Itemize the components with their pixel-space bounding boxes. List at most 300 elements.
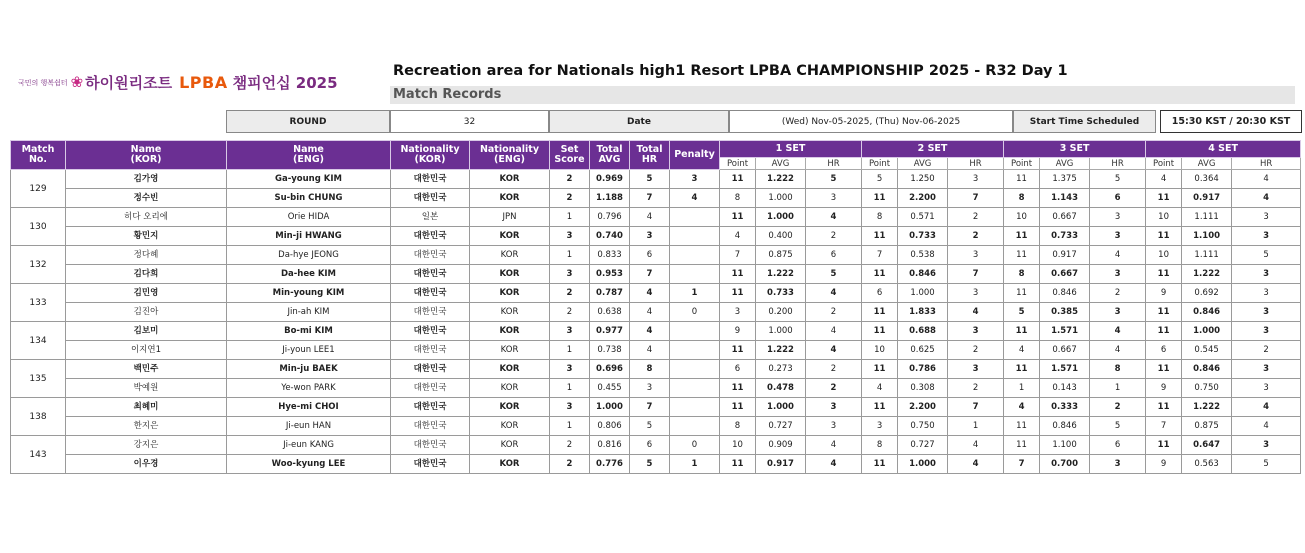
set-1-point: 11 bbox=[720, 455, 756, 474]
penalty bbox=[670, 246, 720, 265]
penalty bbox=[670, 265, 720, 284]
set-4-hr: 3 bbox=[1232, 208, 1301, 227]
table-row bbox=[11, 265, 1301, 284]
set-4-point: 11 bbox=[1146, 189, 1182, 208]
set-4-point: 6 bbox=[1146, 341, 1182, 360]
set-3-avg: 1.571 bbox=[1040, 322, 1090, 341]
player-nationality-kor: 대한민국 bbox=[391, 436, 470, 455]
set-1-avg: 0.400 bbox=[756, 227, 806, 246]
set-1-hr: 5 bbox=[806, 265, 862, 284]
total-avg: 0.833 bbox=[590, 246, 630, 265]
set-1-avg: 0.478 bbox=[756, 379, 806, 398]
set-4-avg: 0.846 bbox=[1182, 360, 1232, 379]
penalty bbox=[670, 322, 720, 341]
match-number: 135 bbox=[11, 360, 66, 398]
set-score: 2 bbox=[550, 170, 590, 189]
player-nationality-kor: 대한민국 bbox=[391, 227, 470, 246]
set-3-avg: 1.143 bbox=[1040, 189, 1090, 208]
start-time-value: 15:30 KST / 20:30 KST bbox=[1160, 110, 1302, 133]
player-nationality-eng: KOR bbox=[470, 341, 550, 360]
set-4-point: 10 bbox=[1146, 246, 1182, 265]
set-score: 3 bbox=[550, 360, 590, 379]
set-3-hr: 3 bbox=[1090, 227, 1146, 246]
set-score: 1 bbox=[550, 246, 590, 265]
player-nationality-eng: KOR bbox=[470, 455, 550, 474]
table-row bbox=[11, 417, 1301, 436]
set-score: 1 bbox=[550, 417, 590, 436]
header-set-4-point: Point bbox=[1146, 158, 1182, 170]
page-title: Recreation area for Nationals high1 Resort LPBA CHAMPIONSHIP 2025 - R32 Day 1 bbox=[393, 63, 1068, 79]
set-4-point: 11 bbox=[1146, 436, 1182, 455]
event-logo bbox=[18, 72, 338, 93]
total-hr: 5 bbox=[630, 417, 670, 436]
total-hr: 7 bbox=[630, 189, 670, 208]
set-2-avg: 2.200 bbox=[898, 398, 948, 417]
set-2-point: 4 bbox=[862, 379, 898, 398]
player-nationality-eng: KOR bbox=[470, 360, 550, 379]
set-4-hr: 5 bbox=[1232, 455, 1301, 474]
set-4-avg: 0.692 bbox=[1182, 284, 1232, 303]
set-3-point: 11 bbox=[1004, 436, 1040, 455]
player-nationality-kor: 대한민국 bbox=[391, 322, 470, 341]
set-3-hr: 6 bbox=[1090, 189, 1146, 208]
set-2-avg: 2.200 bbox=[898, 189, 948, 208]
set-2-avg: 0.625 bbox=[898, 341, 948, 360]
set-2-avg: 0.688 bbox=[898, 322, 948, 341]
set-4-point: 9 bbox=[1146, 284, 1182, 303]
player-nationality-eng: KOR bbox=[470, 265, 550, 284]
player-name-eng: Su-bin CHUNG bbox=[227, 189, 391, 208]
player-nationality-eng: KOR bbox=[470, 170, 550, 189]
player-name-kor: 김다희 bbox=[66, 265, 227, 284]
set-3-point: 8 bbox=[1004, 265, 1040, 284]
header-set-3-avg: AVG bbox=[1040, 158, 1090, 170]
penalty bbox=[670, 379, 720, 398]
set-1-avg: 0.273 bbox=[756, 360, 806, 379]
penalty bbox=[670, 227, 720, 246]
set-3-point: 1 bbox=[1004, 379, 1040, 398]
table-row bbox=[11, 341, 1301, 360]
player-name-eng: Ga-young KIM bbox=[227, 170, 391, 189]
set-1-hr: 4 bbox=[806, 436, 862, 455]
match-number: 138 bbox=[11, 398, 66, 436]
set-score: 2 bbox=[550, 303, 590, 322]
set-3-avg: 0.733 bbox=[1040, 227, 1090, 246]
header-total-hr: Total HR bbox=[630, 141, 670, 170]
table-row bbox=[11, 455, 1301, 474]
round-info-row bbox=[226, 110, 1302, 133]
player-nationality-kor: 대한민국 bbox=[391, 265, 470, 284]
set-1-avg: 1.000 bbox=[756, 189, 806, 208]
set-1-avg: 0.909 bbox=[756, 436, 806, 455]
set-3-avg: 0.917 bbox=[1040, 246, 1090, 265]
player-nationality-kor: 대한민국 bbox=[391, 455, 470, 474]
total-hr: 4 bbox=[630, 208, 670, 227]
set-3-avg: 1.100 bbox=[1040, 436, 1090, 455]
set-1-point: 11 bbox=[720, 208, 756, 227]
set-score: 3 bbox=[550, 398, 590, 417]
player-nationality-eng: KOR bbox=[470, 417, 550, 436]
player-nationality-kor: 대한민국 bbox=[391, 398, 470, 417]
total-hr: 7 bbox=[630, 265, 670, 284]
set-4-avg: 1.000 bbox=[1182, 322, 1232, 341]
header-set-2-hr: HR bbox=[948, 158, 1004, 170]
header-set-3-point: Point bbox=[1004, 158, 1040, 170]
header-total-avg: Total AVG bbox=[590, 141, 630, 170]
set-2-point: 10 bbox=[862, 341, 898, 360]
set-score: 1 bbox=[550, 341, 590, 360]
set-1-avg: 0.727 bbox=[756, 417, 806, 436]
player-name-kor: 이우경 bbox=[66, 455, 227, 474]
table-row bbox=[11, 189, 1301, 208]
set-2-avg: 1.000 bbox=[898, 284, 948, 303]
set-4-avg: 0.545 bbox=[1182, 341, 1232, 360]
total-hr: 4 bbox=[630, 284, 670, 303]
total-avg: 0.977 bbox=[590, 322, 630, 341]
set-1-point: 11 bbox=[720, 341, 756, 360]
set-4-hr: 3 bbox=[1232, 284, 1301, 303]
set-1-point: 7 bbox=[720, 246, 756, 265]
player-nationality-kor: 대한민국 bbox=[391, 379, 470, 398]
set-2-point: 11 bbox=[862, 398, 898, 417]
set-4-point: 11 bbox=[1146, 303, 1182, 322]
set-4-avg: 1.222 bbox=[1182, 398, 1232, 417]
set-2-avg: 0.571 bbox=[898, 208, 948, 227]
table-row bbox=[11, 398, 1301, 417]
header-set-3-hr: HR bbox=[1090, 158, 1146, 170]
table-row bbox=[11, 360, 1301, 379]
set-2-hr: 3 bbox=[948, 360, 1004, 379]
set-4-avg: 0.875 bbox=[1182, 417, 1232, 436]
set-3-hr: 6 bbox=[1090, 436, 1146, 455]
set-2-hr: 3 bbox=[948, 284, 1004, 303]
set-2-avg: 0.750 bbox=[898, 417, 948, 436]
set-3-point: 11 bbox=[1004, 284, 1040, 303]
set-score: 1 bbox=[550, 208, 590, 227]
set-1-avg: 0.875 bbox=[756, 246, 806, 265]
penalty bbox=[670, 417, 720, 436]
set-2-point: 11 bbox=[862, 322, 898, 341]
header-set-1-point: Point bbox=[720, 158, 756, 170]
set-1-hr: 4 bbox=[806, 455, 862, 474]
player-name-kor: 정다혜 bbox=[66, 246, 227, 265]
set-2-point: 8 bbox=[862, 436, 898, 455]
penalty: 0 bbox=[670, 436, 720, 455]
set-1-hr: 2 bbox=[806, 303, 862, 322]
table-row bbox=[11, 303, 1301, 322]
match-number: 129 bbox=[11, 170, 66, 208]
player-nationality-kor: 대한민국 bbox=[391, 341, 470, 360]
penalty: 4 bbox=[670, 189, 720, 208]
set-1-hr: 4 bbox=[806, 284, 862, 303]
set-3-avg: 0.667 bbox=[1040, 265, 1090, 284]
total-avg: 0.455 bbox=[590, 379, 630, 398]
total-avg: 0.738 bbox=[590, 341, 630, 360]
player-nationality-kor: 일본 bbox=[391, 208, 470, 227]
player-name-eng: Ji-youn LEE1 bbox=[227, 341, 391, 360]
set-4-avg: 0.917 bbox=[1182, 189, 1232, 208]
set-4-point: 10 bbox=[1146, 208, 1182, 227]
set-4-hr: 4 bbox=[1232, 170, 1301, 189]
set-4-avg: 0.364 bbox=[1182, 170, 1232, 189]
player-name-kor: 강지은 bbox=[66, 436, 227, 455]
match-number: 143 bbox=[11, 436, 66, 474]
player-name-eng: Bo-mi KIM bbox=[227, 322, 391, 341]
table-row bbox=[11, 170, 1301, 189]
total-avg: 0.796 bbox=[590, 208, 630, 227]
header-name-eng: Name (ENG) bbox=[227, 141, 391, 170]
penalty: 1 bbox=[670, 455, 720, 474]
set-4-point: 4 bbox=[1146, 170, 1182, 189]
player-name-eng: Min-young KIM bbox=[227, 284, 391, 303]
set-1-avg: 1.222 bbox=[756, 265, 806, 284]
set-1-hr: 4 bbox=[806, 341, 862, 360]
player-nationality-kor: 대한민국 bbox=[391, 246, 470, 265]
logo-lpba: LPBA bbox=[179, 73, 228, 92]
player-nationality-eng: KOR bbox=[470, 246, 550, 265]
set-1-point: 8 bbox=[720, 417, 756, 436]
player-name-eng: Ji-eun KANG bbox=[227, 436, 391, 455]
total-avg: 1.000 bbox=[590, 398, 630, 417]
total-hr: 6 bbox=[630, 246, 670, 265]
set-1-point: 11 bbox=[720, 284, 756, 303]
penalty: 3 bbox=[670, 170, 720, 189]
set-3-hr: 4 bbox=[1090, 322, 1146, 341]
set-4-hr: 4 bbox=[1232, 417, 1301, 436]
header-match-no: Match No. bbox=[11, 141, 66, 170]
header-set-1: 1 SET bbox=[720, 141, 862, 158]
set-3-hr: 4 bbox=[1090, 246, 1146, 265]
total-avg: 0.696 bbox=[590, 360, 630, 379]
player-nationality-eng: KOR bbox=[470, 379, 550, 398]
set-4-hr: 5 bbox=[1232, 246, 1301, 265]
total-hr: 3 bbox=[630, 379, 670, 398]
set-3-point: 10 bbox=[1004, 208, 1040, 227]
total-hr: 5 bbox=[630, 170, 670, 189]
set-2-hr: 2 bbox=[948, 379, 1004, 398]
set-4-avg: 1.111 bbox=[1182, 208, 1232, 227]
match-records-table bbox=[10, 140, 1301, 474]
player-name-kor: 김가영 bbox=[66, 170, 227, 189]
player-nationality-eng: KOR bbox=[470, 284, 550, 303]
set-4-hr: 3 bbox=[1232, 303, 1301, 322]
set-3-point: 4 bbox=[1004, 398, 1040, 417]
set-4-avg: 0.750 bbox=[1182, 379, 1232, 398]
set-2-avg: 0.538 bbox=[898, 246, 948, 265]
set-1-avg: 0.200 bbox=[756, 303, 806, 322]
set-4-point: 9 bbox=[1146, 455, 1182, 474]
header-set-2: 2 SET bbox=[862, 141, 1004, 158]
set-2-point: 6 bbox=[862, 284, 898, 303]
set-3-avg: 1.375 bbox=[1040, 170, 1090, 189]
total-avg: 1.188 bbox=[590, 189, 630, 208]
set-4-avg: 0.647 bbox=[1182, 436, 1232, 455]
set-2-avg: 1.833 bbox=[898, 303, 948, 322]
total-avg: 0.638 bbox=[590, 303, 630, 322]
set-4-point: 9 bbox=[1146, 379, 1182, 398]
set-1-hr: 2 bbox=[806, 360, 862, 379]
set-3-hr: 3 bbox=[1090, 208, 1146, 227]
set-4-hr: 3 bbox=[1232, 360, 1301, 379]
set-3-point: 7 bbox=[1004, 455, 1040, 474]
set-2-hr: 7 bbox=[948, 189, 1004, 208]
set-1-avg: 1.222 bbox=[756, 341, 806, 360]
table-row bbox=[11, 246, 1301, 265]
set-score: 2 bbox=[550, 284, 590, 303]
set-2-point: 3 bbox=[862, 417, 898, 436]
total-hr: 5 bbox=[630, 455, 670, 474]
table-row bbox=[11, 284, 1301, 303]
total-avg: 0.787 bbox=[590, 284, 630, 303]
match-number: 132 bbox=[11, 246, 66, 284]
set-2-hr: 2 bbox=[948, 341, 1004, 360]
set-3-avg: 0.667 bbox=[1040, 208, 1090, 227]
header-penalty: Penalty bbox=[670, 141, 720, 170]
set-2-point: 11 bbox=[862, 227, 898, 246]
set-4-point: 11 bbox=[1146, 398, 1182, 417]
set-3-hr: 5 bbox=[1090, 170, 1146, 189]
player-name-eng: Da-hee KIM bbox=[227, 265, 391, 284]
set-4-avg: 1.111 bbox=[1182, 246, 1232, 265]
set-1-point: 11 bbox=[720, 265, 756, 284]
set-3-hr: 8 bbox=[1090, 360, 1146, 379]
set-1-hr: 5 bbox=[806, 170, 862, 189]
total-hr: 6 bbox=[630, 436, 670, 455]
player-name-eng: Ji-eun HAN bbox=[227, 417, 391, 436]
table-row bbox=[11, 227, 1301, 246]
set-3-hr: 2 bbox=[1090, 284, 1146, 303]
player-nationality-eng: KOR bbox=[470, 436, 550, 455]
match-number: 133 bbox=[11, 284, 66, 322]
total-avg: 0.969 bbox=[590, 170, 630, 189]
total-hr: 8 bbox=[630, 360, 670, 379]
set-2-point: 11 bbox=[862, 455, 898, 474]
logo-slogan: 국민의 행복쉼터 bbox=[18, 78, 68, 87]
total-hr: 4 bbox=[630, 341, 670, 360]
penalty bbox=[670, 341, 720, 360]
set-4-avg: 1.100 bbox=[1182, 227, 1232, 246]
set-2-hr: 3 bbox=[948, 170, 1004, 189]
set-1-avg: 1.222 bbox=[756, 170, 806, 189]
set-2-hr: 2 bbox=[948, 227, 1004, 246]
player-name-kor: 김보미 bbox=[66, 322, 227, 341]
set-3-point: 4 bbox=[1004, 341, 1040, 360]
set-1-hr: 4 bbox=[806, 208, 862, 227]
set-2-point: 11 bbox=[862, 360, 898, 379]
header-nationality-kor: Nationality (KOR) bbox=[391, 141, 470, 170]
set-2-avg: 0.786 bbox=[898, 360, 948, 379]
set-3-hr: 3 bbox=[1090, 303, 1146, 322]
set-1-point: 11 bbox=[720, 398, 756, 417]
penalty: 0 bbox=[670, 303, 720, 322]
player-name-kor: 이지연1 bbox=[66, 341, 227, 360]
set-score: 3 bbox=[550, 265, 590, 284]
set-3-hr: 4 bbox=[1090, 341, 1146, 360]
set-3-point: 11 bbox=[1004, 417, 1040, 436]
set-2-hr: 3 bbox=[948, 246, 1004, 265]
set-4-avg: 0.563 bbox=[1182, 455, 1232, 474]
player-nationality-eng: KOR bbox=[470, 189, 550, 208]
set-2-avg: 0.308 bbox=[898, 379, 948, 398]
set-4-hr: 2 bbox=[1232, 341, 1301, 360]
set-2-avg: 0.727 bbox=[898, 436, 948, 455]
set-score: 1 bbox=[550, 379, 590, 398]
set-2-hr: 7 bbox=[948, 398, 1004, 417]
player-nationality-eng: KOR bbox=[470, 322, 550, 341]
set-2-point: 7 bbox=[862, 246, 898, 265]
set-1-avg: 0.917 bbox=[756, 455, 806, 474]
set-1-point: 11 bbox=[720, 379, 756, 398]
header-nationality-eng: Nationality (ENG) bbox=[470, 141, 550, 170]
set-2-hr: 7 bbox=[948, 265, 1004, 284]
player-name-kor: 박예원 bbox=[66, 379, 227, 398]
set-3-avg: 0.700 bbox=[1040, 455, 1090, 474]
set-score: 2 bbox=[550, 189, 590, 208]
set-score: 3 bbox=[550, 322, 590, 341]
set-2-avg: 0.846 bbox=[898, 265, 948, 284]
set-4-hr: 4 bbox=[1232, 189, 1301, 208]
total-avg: 0.806 bbox=[590, 417, 630, 436]
header-set-4-hr: HR bbox=[1232, 158, 1301, 170]
player-name-kor: 김진아 bbox=[66, 303, 227, 322]
header-set-1-avg: AVG bbox=[756, 158, 806, 170]
player-nationality-kor: 대한민국 bbox=[391, 303, 470, 322]
set-3-hr: 2 bbox=[1090, 398, 1146, 417]
set-3-point: 8 bbox=[1004, 189, 1040, 208]
set-1-point: 10 bbox=[720, 436, 756, 455]
set-2-hr: 1 bbox=[948, 417, 1004, 436]
set-1-avg: 1.000 bbox=[756, 208, 806, 227]
set-3-avg: 0.143 bbox=[1040, 379, 1090, 398]
set-3-avg: 1.571 bbox=[1040, 360, 1090, 379]
player-name-kor: 한지은 bbox=[66, 417, 227, 436]
set-3-point: 11 bbox=[1004, 227, 1040, 246]
set-3-avg: 0.667 bbox=[1040, 341, 1090, 360]
penalty: 1 bbox=[670, 284, 720, 303]
total-hr: 4 bbox=[630, 322, 670, 341]
set-1-avg: 0.733 bbox=[756, 284, 806, 303]
total-avg: 0.776 bbox=[590, 455, 630, 474]
penalty bbox=[670, 360, 720, 379]
set-score: 2 bbox=[550, 436, 590, 455]
page-subtitle: Match Records bbox=[390, 86, 1295, 104]
table-row bbox=[11, 436, 1301, 455]
player-nationality-kor: 대한민국 bbox=[391, 189, 470, 208]
table-row bbox=[11, 379, 1301, 398]
set-2-hr: 4 bbox=[948, 455, 1004, 474]
set-1-avg: 1.000 bbox=[756, 322, 806, 341]
set-1-hr: 2 bbox=[806, 379, 862, 398]
logo-resort: 하이원리조트 bbox=[85, 74, 173, 92]
player-nationality-eng: JPN bbox=[470, 208, 550, 227]
player-name-eng: Min-ju BAEK bbox=[227, 360, 391, 379]
set-1-hr: 6 bbox=[806, 246, 862, 265]
table-row bbox=[11, 322, 1301, 341]
player-nationality-kor: 대한민국 bbox=[391, 360, 470, 379]
player-name-eng: Woo-kyung LEE bbox=[227, 455, 391, 474]
player-name-kor: 히다 오리에 bbox=[66, 208, 227, 227]
penalty bbox=[670, 398, 720, 417]
set-2-point: 8 bbox=[862, 208, 898, 227]
date-label: Date bbox=[549, 110, 729, 133]
set-3-avg: 0.846 bbox=[1040, 417, 1090, 436]
set-4-point: 11 bbox=[1146, 360, 1182, 379]
header-set-score: Set Score bbox=[550, 141, 590, 170]
set-score: 3 bbox=[550, 227, 590, 246]
round-value: 32 bbox=[390, 110, 549, 133]
player-nationality-eng: KOR bbox=[470, 303, 550, 322]
set-3-point: 11 bbox=[1004, 170, 1040, 189]
